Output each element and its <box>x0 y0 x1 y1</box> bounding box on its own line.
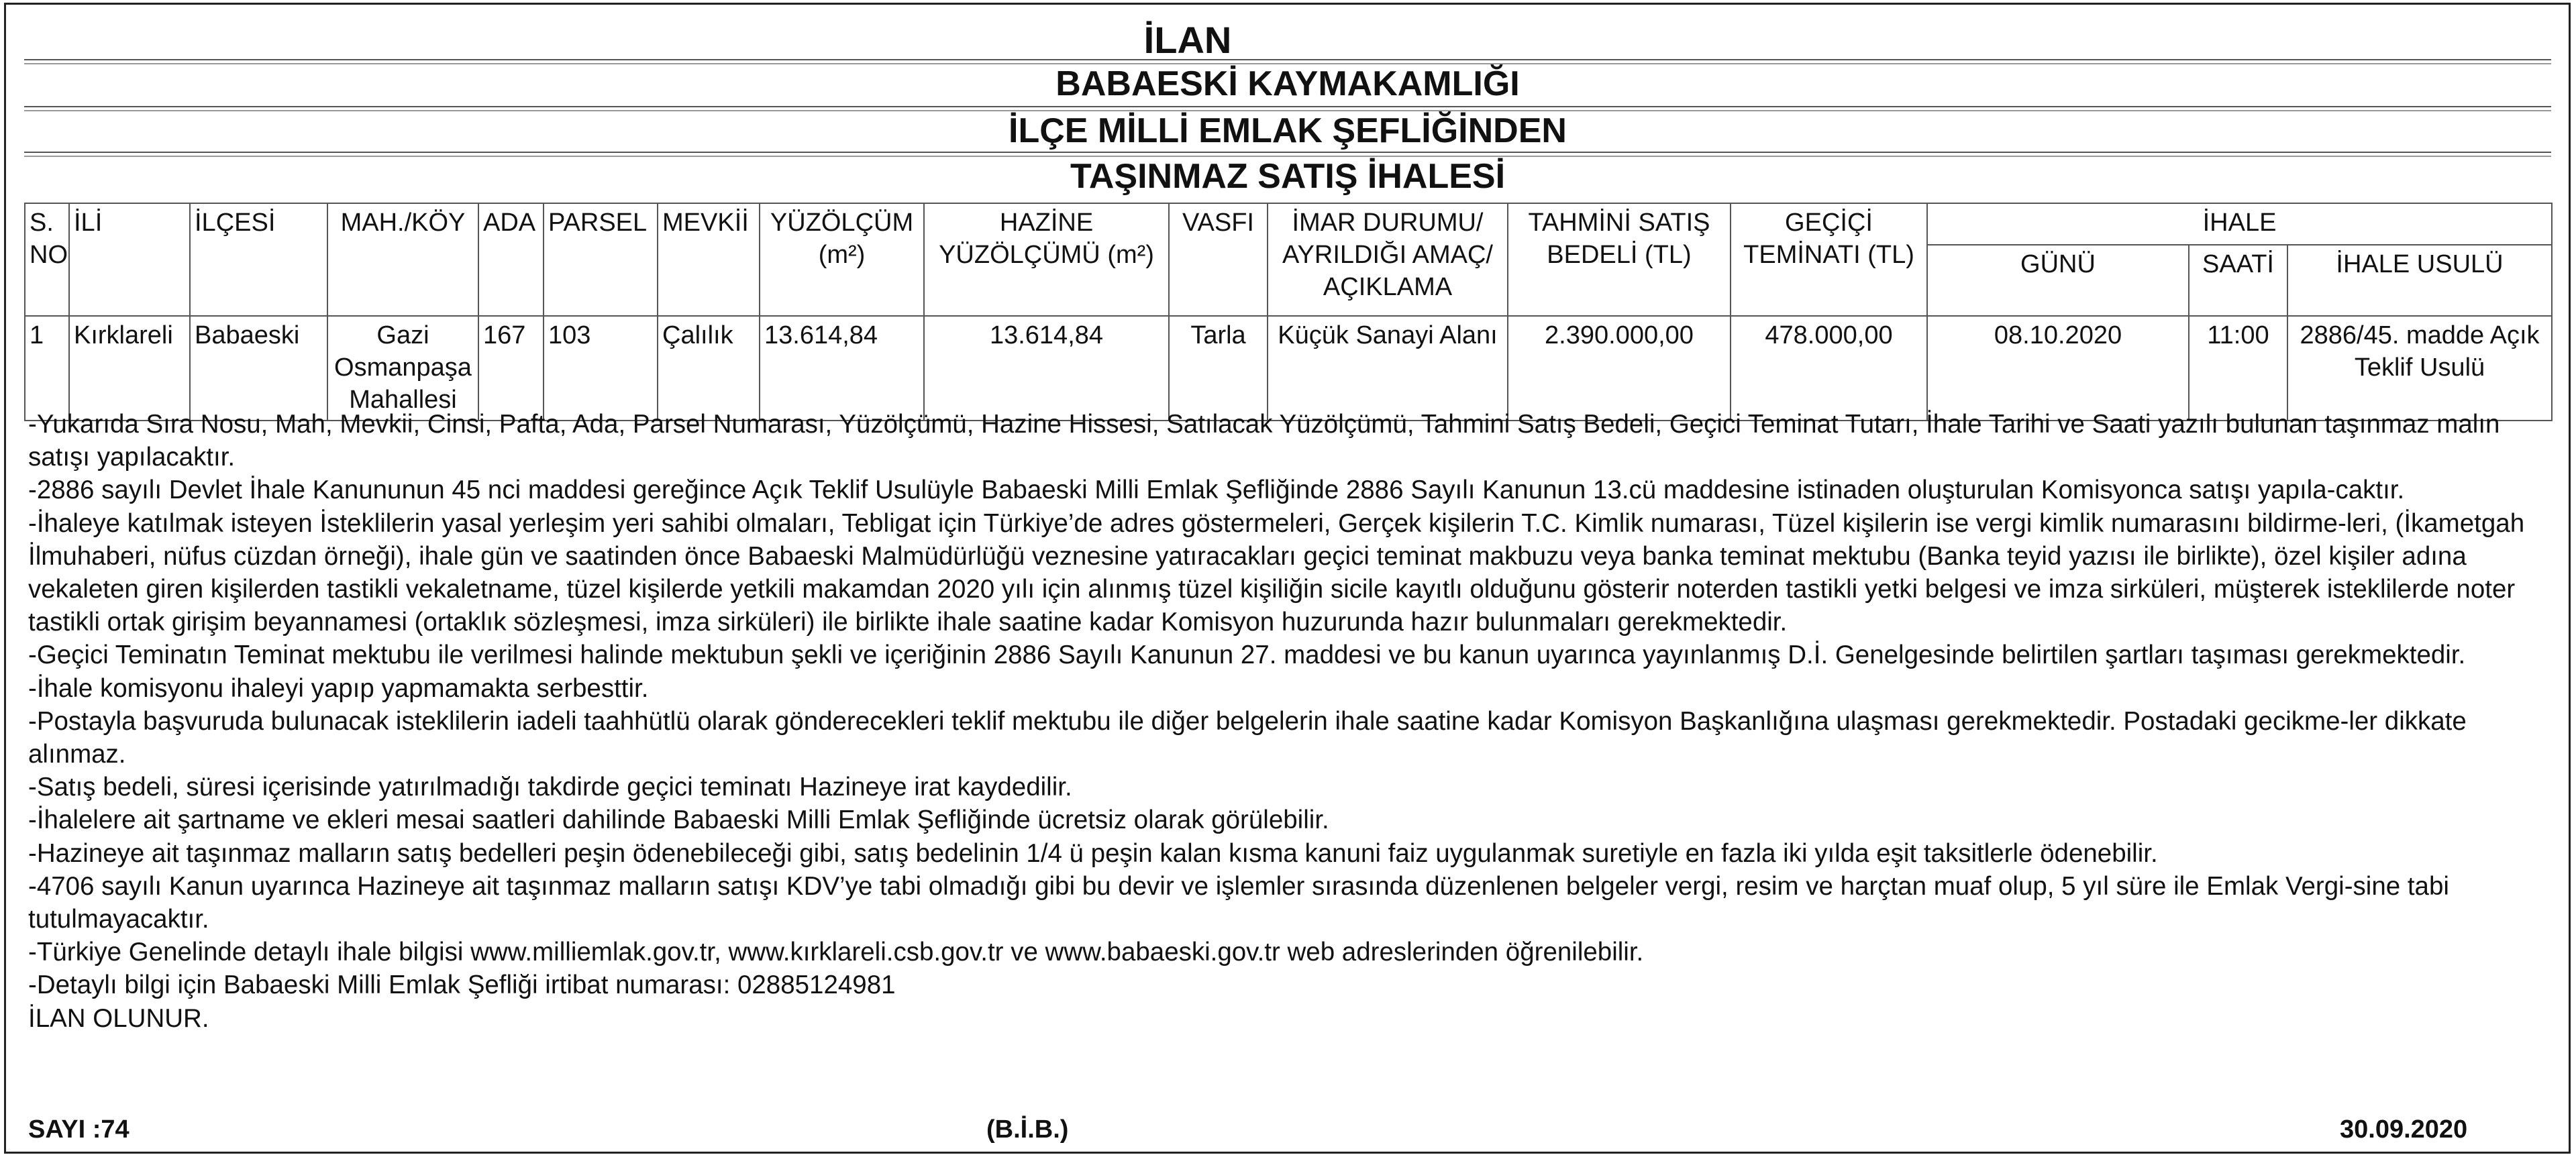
header-mahkoy: MAH./KÖY <box>327 203 478 316</box>
closing-line: İLAN OLUNUR. <box>28 1003 209 1033</box>
paragraph: -Satış bedeli, süresi içerisinde yatırılmadığı takdirde geçici teminatı Hazineye irat kaydedilir. <box>28 773 1072 802</box>
header-mevkii: MEVKİİ <box>658 203 760 316</box>
header-ilcesi: İLÇESİ <box>190 203 327 316</box>
issue-number: SAYI :74 <box>28 1115 130 1144</box>
paragraph: -Hazineye ait taşınmaz malların satış bedelleri peşin ödenebileceği gibi, satış bedelinin 1/4 ü peşin kalan kısma kanuni faiz uygulanmak suretiyle en fazla iki yılda eşit taksitlerle ödenebilir. <box>28 838 2158 868</box>
header-hazine-yuzolcumu <box>924 203 1169 316</box>
header-hazine-label: HAZİNE YÜZÖLÇÜMÜ <box>939 209 1100 269</box>
cell-vasfi: Tarla <box>1169 316 1268 421</box>
subject-label: TAŞINMAZ SATIŞ İHALESİ <box>1070 157 1506 196</box>
paragraph: -İhale komisyonu ihaleyi yapıp yapmamakta serbesttir. <box>28 673 649 703</box>
header-gecici-teminat: GEÇİÇİ TEMİNATI (TL) <box>1731 203 1927 316</box>
subject-heading <box>24 152 2551 200</box>
paragraph: -4706 sayılı Kanun uyarınca Hazineye ait taşınmaz malların satışı KDV’ye tabi olmadığı gibi bu devir ve işlemler sırasında düzenlenen belgeler vergi, resim ve harçtan muaf olup, 5 yıl süre ile Emlak Vergi-sine tabi tutulmayacaktır. <box>28 871 2449 934</box>
table-header-row <box>25 203 2552 245</box>
cell-gecici-teminat: 478.000,00 <box>1731 316 1927 421</box>
paragraph: -2886 sayılı Devlet İhale Kanununun 45 nci maddesi gereğince Açık Teklif Usulüyle Babaeski Milli Emlak Şefliğinde 2886 Sayılı Kanunun 13.cü maddesine istinaden oluşturulan Komisyonca satışı yapıla-caktır. <box>28 476 2405 505</box>
cell-parsel: 103 <box>544 316 658 421</box>
notice-footer <box>28 1113 2551 1146</box>
header-parsel: PARSEL <box>544 203 658 316</box>
cell-tahmini-bedel: 2.390.000,00 <box>1508 316 1731 421</box>
header-saati: SAATİ <box>2189 245 2287 316</box>
paragraph: -Postayla başvuruda bulunacak isteklilerin iadeli taahhütlü olarak gönderecekleri teklif mektubu ile diğer belgelerin ihale saatine kadar Komisyon Başkanlığına ulaşması gerekmektedir. Postadaki gecikme-ler dikkate alınmaz. <box>28 706 2467 769</box>
cell-yuzolcum: 13.614,84 <box>760 316 924 421</box>
table-row <box>25 316 2552 421</box>
cell-imar-durumu: Küçük Sanayi Alanı <box>1268 316 1508 421</box>
header-ada: ADA <box>478 203 544 316</box>
cell-ihale-usulu: 2886/45. madde Açık Teklif Usulü <box>2287 316 2552 421</box>
header-imar-durumu: İMAR DURUMU/ AYRILDIĞI AMAÇ/ AÇIKLAMA <box>1268 203 1508 316</box>
paragraph: -İhalelere ait şartname ve ekleri mesai saatleri dahilinde Babaeski Milli Emlak Şefliğinde ücretsiz olarak görülebilir. <box>28 806 1329 835</box>
header-vasfi: VASFI <box>1169 203 1268 316</box>
notice-title: İLAN <box>1143 19 1232 61</box>
header-tahmini-bedel: TAHMİNİ SATIŞ BEDELİ (TL) <box>1508 203 1731 316</box>
department-heading <box>24 106 2551 153</box>
header-ihale: İHALE <box>1927 203 2552 245</box>
agency-code: (B.İ.B.) <box>986 1115 1069 1144</box>
header-sno: S. NO <box>25 203 69 316</box>
header-ihale-usulu: İHALE USULÜ <box>2287 245 2552 316</box>
department-label: İLÇE MİLLİ EMLAK ŞEFLİĞİNDEN <box>1009 111 1567 150</box>
cell-hazine-yuzolcumu: 13.614,84 <box>924 316 1169 421</box>
cell-sno: 1 <box>25 316 69 421</box>
paragraph: -Yukarıda Sıra Nosu, Mah, Mevkii, Cinsi, Pafta, Ada, Parsel Numarası, Yüzölçümü, Hazine Hissesi, Satılacak Yüzölçümü, Tahmini Satış Bedeli, Geçici Teminat Tutarı, İhale Tarihi ve Saati yazılı bulunan taşınmaz malın satışı yapılacaktır. <box>28 410 2500 472</box>
cell-mahkoy: Gazi Osmanpaşa Mahallesi <box>327 316 478 421</box>
header-yuzolcum-label: YÜZÖLÇÜM <box>770 209 914 237</box>
cell-ili: Kırklareli <box>69 316 190 421</box>
header-yuzolcum-unit: (m²) <box>818 241 866 269</box>
notice-date: 30.09.2020 <box>2340 1115 2468 1144</box>
cell-saati: 11:00 <box>2189 316 2287 421</box>
property-table <box>24 203 2553 421</box>
institution-label: BABAESKİ KAYMAKAMLIĞI <box>1055 64 1520 103</box>
cell-gunu: 08.10.2020 <box>1927 316 2189 421</box>
paragraph: -İhaleye katılmak isteyen İsteklilerin yasal yerleşim yeri sahibi olmaları, Tebligat için Türkiye’de adres göstermeleri, Gerçek kişilerin T.C. Kimlik numarası, Tüzel kişilerin ise vergi kimlik numarasını bildirme-leri, (İkametgah İlmuhaberi, nüfus cüzdan örneği), ihale gün ve saatinden önce Babaeski Malmüdürlüğü veznesine yatıracakları geçici teminat makbuzu veya banka teminat mektubu (Banka teyid yazısı ile birlikte), özel kişiler adına vekaleten giren kişilerden tastikli vekaletname, tüzel kişilerde yetkili makamdan 2020 yılı için alınmış tüzel kişiliğin sicile kayıtlı olduğunu gösterir noterden tastikli yetki belgesi ve imza sirküleri, müşterek isteklilerde noter tastikli ortak girişim beyannamesi (ortaklık sözleşmesi, imza sirküleri) ile birlikte ihale saatine kadar Komisyon huzurunda hazır bulunmaları gerekmektedir. <box>28 508 2525 637</box>
notice-body <box>28 408 2551 1035</box>
cell-mevkii: Çalılık <box>658 316 760 421</box>
paragraph: -Türkiye Genelinde detaylı ihale bilgisi www.milliemlak.gov.tr, www.kırklareli.csb.gov.tr ve www.babaeski.gov.tr web adreslerinden öğrenilebilir. <box>28 938 1644 967</box>
header-hazine-unit: (m²) <box>1107 241 1154 269</box>
paragraph: -Geçici Teminatın Teminat mektubu ile verilmesi halinde mektubun şekli ve içeriğinin 2886 Sayılı Kanunun 27. maddesi ve bu kanun uyarınca yayınlanmış D.İ. Genelgesinde belirtilen şartları taşıması gerekmektedir. <box>28 641 2466 670</box>
header-ili: İLİ <box>69 203 190 316</box>
institution-heading <box>24 59 2551 107</box>
header-yuzolcum <box>760 203 924 316</box>
cell-ada: 167 <box>478 316 544 421</box>
cell-ilcesi: Babaeski <box>190 316 327 421</box>
paragraph: -Detaylı bilgi için Babaeski Milli Emlak Şefliği irtibat numarası: 02885124981 <box>28 971 896 1000</box>
header-gunu: GÜNÜ <box>1927 245 2189 316</box>
